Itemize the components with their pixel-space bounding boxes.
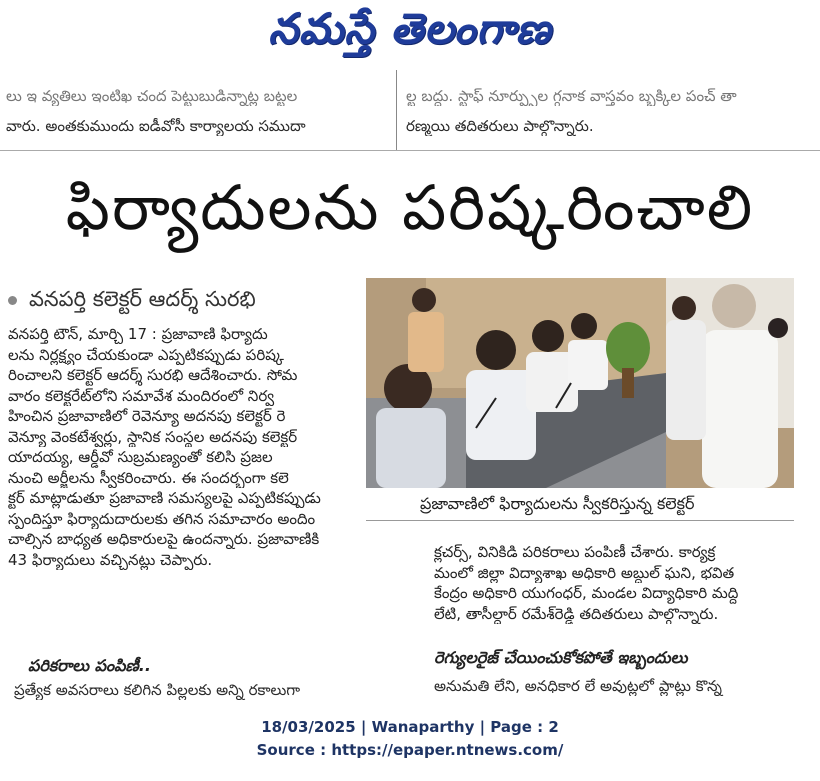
prev-article-fragment-right-2: రణ్మయి తదితరులు పాల్గొన్నారు. — [406, 117, 594, 135]
photo-caption: ప్రజావాణిలో ఫిర్యాదులను స్వీకరిస్తున్న కలెక్టర్ — [420, 494, 695, 513]
section-rule — [0, 150, 820, 151]
body-line: లేటి, తాసీల్దార్ రమేశ్‌రెడ్డి తదితరులు పాల్గొన్నారు. — [434, 604, 719, 623]
article-photo — [366, 278, 794, 488]
footer-source: Source : https://epaper.ntnews.com/ — [256, 741, 564, 759]
body-line: క్లచర్స్, వినికిడి పరికరాలు పంపిణీ చేశారు. కార్యక్ర — [434, 543, 716, 561]
page-footer — [0, 716, 820, 762]
article-headline: ఫిర్యాదులను పరిష్కరించాలి — [65, 171, 755, 244]
body-line: చాల్సిన బాధ్యత అధికారులపై ఉందన్నారు. ప్రజావాణికి — [8, 530, 320, 548]
body-line: 43 ఫిర్యాదులు వచ్చినట్లు చెప్పారు. — [8, 550, 213, 569]
photo-illustration — [366, 278, 794, 488]
newspaper-logo: నమస్తే తెలంగాణ — [268, 4, 552, 53]
body-line: యాదయ్య, ఆర్డీవో సుబ్రమణ్యంతో కలిసి ప్రజల — [8, 448, 273, 466]
body-line: వనపర్తి టౌన్, మార్చి 17 : ప్రజావాణి ఫిర్యాదు — [8, 325, 268, 343]
article-body-left — [8, 324, 360, 570]
masthead — [0, 0, 820, 70]
body-line: హించిన ప్రజావాణిలో రెవెన్యూ అదనపు కలెక్టర్ రె — [8, 407, 286, 425]
body-line: మంలో జిల్లా విద్యాశాఖ అధికారి అబ్దుల్ ఘని, భవిత — [434, 563, 735, 582]
subhead-text: వనపర్తి కలెక్టర్ ఆదర్శ్ సురభి — [29, 287, 256, 311]
body-line: లను నిర్లక్ష్యం చేయకుండా ఎప్పటికప్పుడు పరిష్క — [8, 345, 284, 364]
caption-rule — [366, 520, 794, 521]
section-subtitle-right: రెగ్యులరైజ్ చేయించుకోకపోతే ఇబ్బందులు — [434, 648, 688, 667]
footer-dateline: 18/03/2025 | Wanaparthy | Page : 2 — [261, 718, 559, 736]
body-line-left-tail: ప్రత్యేక అవసరాలు కలిగిన పిల్లలకు అన్ని రకాలుగా — [14, 681, 301, 699]
article-subhead — [8, 285, 256, 313]
body-line: కేంద్రం అధికారి యుగంధర్, మండల విద్యాధికారి మద్ది — [434, 584, 739, 602]
body-line-right-tail: అనుమతి లేని, అనధికార లే అవుట్లలో ప్లాట్లు కొన్న — [434, 677, 722, 695]
section-subtitle-left: పరికరాలు పంపిణీ.. — [28, 656, 151, 675]
body-line: నుంచి అర్జీలను స్వీకరించారు. ఈ సందర్భంగా కలె — [8, 468, 289, 487]
prev-article-fragment-left-1: లు ఇ వ్యతిలు ఇంటిఖ చంద పెట్టుబుడిన్నాట్ల బట్టల — [6, 87, 298, 105]
article-body-right — [434, 542, 794, 624]
prev-article-fragment-right-1: ల్ట బద్దు. స్టాఫ్ నూర్ప్పుల గ్గనాక వాస్తవం బ్బక్కిల పంచ్ తా — [406, 87, 737, 105]
body-line: క్టర్ మాట్లాడుతూ ప్రజావాణి సమస్యలపై ఎప్పటికప్పుడు — [8, 489, 321, 507]
bullet-icon — [8, 296, 17, 305]
body-line: వారం కలెక్టరేట్‌లోని సమావేశ మందిరంలో నిర్వ — [8, 386, 275, 405]
body-line: స్పందిస్తూ ఫిర్యాదుదారులకు తగిన సమాచారం అందిం — [8, 509, 316, 528]
body-line: వెన్యూ వెంకటేశ్వర్లు, స్థానిక సంస్థల అదనపు కలెక్టర్ — [8, 427, 298, 446]
body-line: రించాలని కలెక్టర్ ఆదర్శ్ సురభి ఆదేశించారు. సోమ — [8, 366, 298, 384]
prev-article-fragment-left-2: వారు. అంతకుముందు ఐడీవోసీ కార్యాలయ సముదా — [6, 117, 306, 135]
column-divider — [396, 70, 397, 150]
